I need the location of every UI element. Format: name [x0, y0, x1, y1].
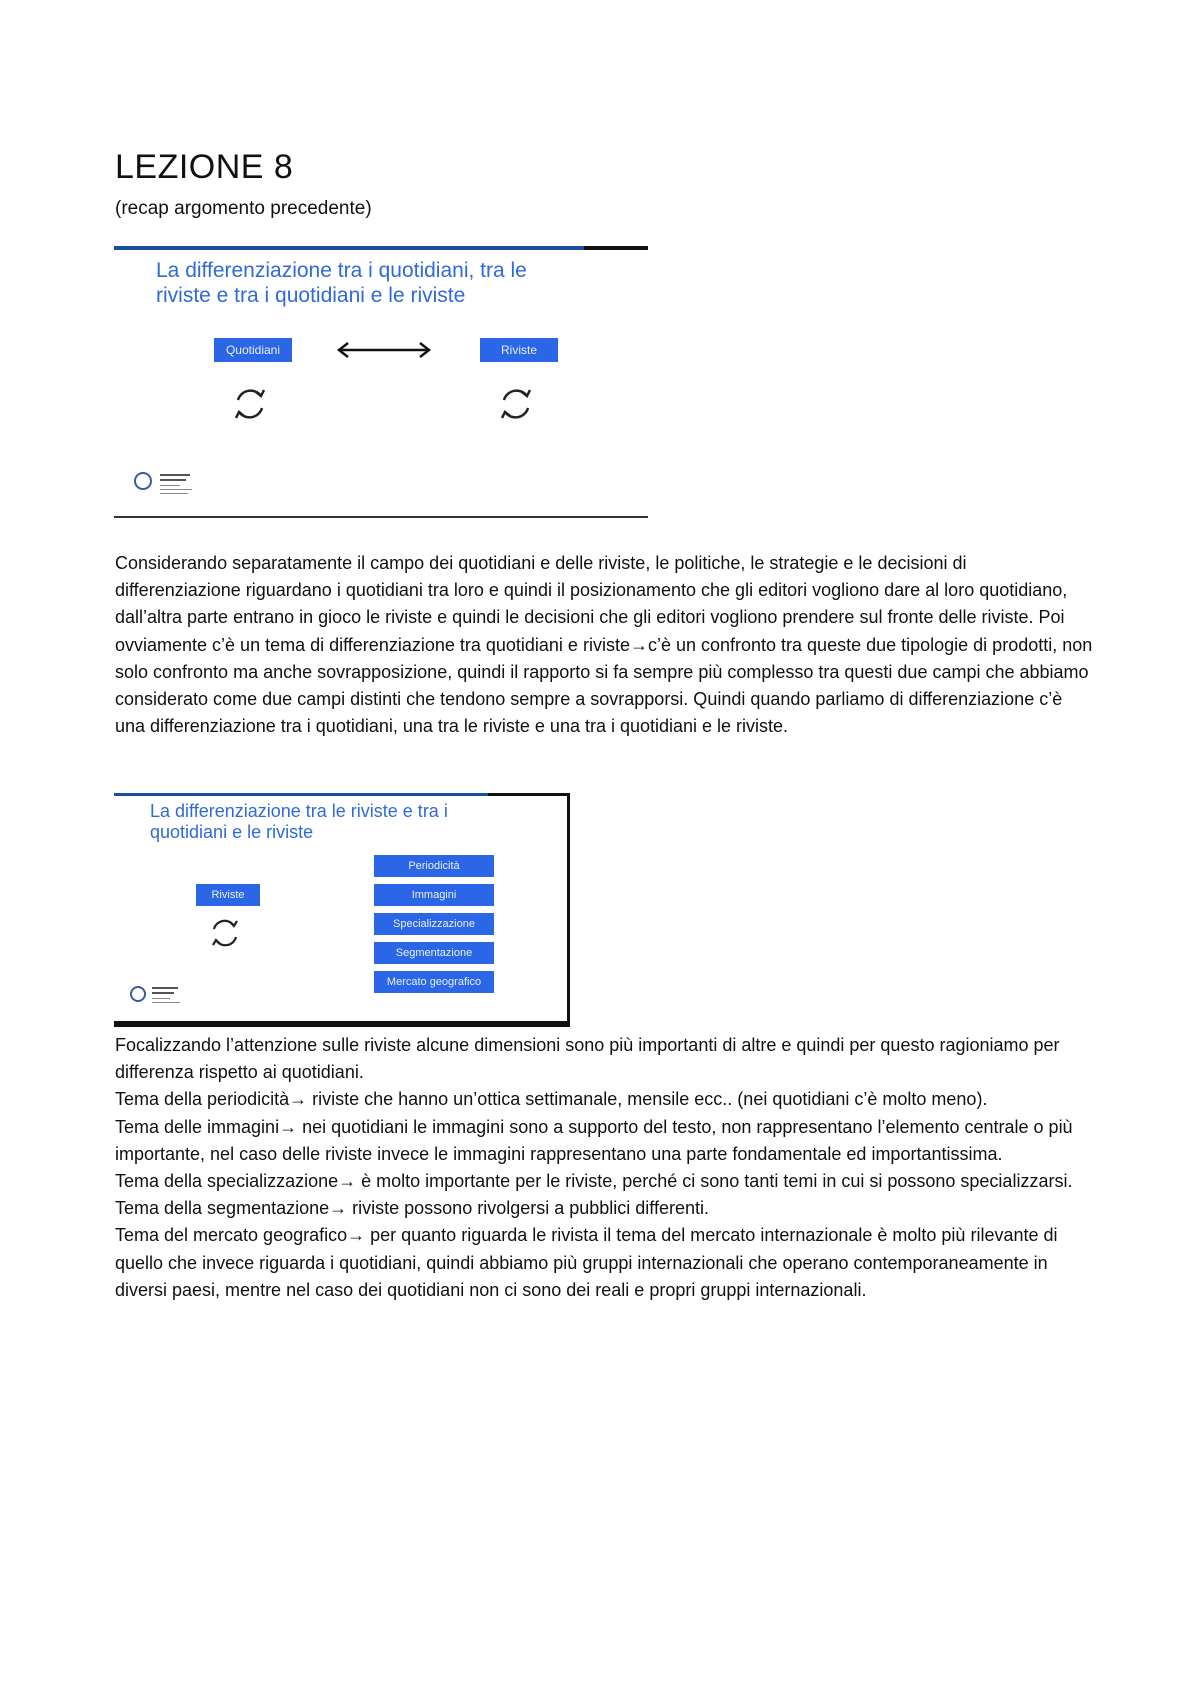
- refresh-cycle-icon: [208, 916, 242, 950]
- slide-title: [156, 258, 527, 308]
- item-text: nei quotidiani le immagini sono a supporto del testo, non rappresentano l’elemento centrale o più importante, nel caso delle riviste invece le immagini rappresentano una parte fondamentale ed importantissima.: [115, 1116, 1073, 1164]
- paragraph-part: Considerando separatamente il campo dei quotidiani e delle riviste, le politiche, le strategie e le decisioni di differenziazione riguardano i quotidiani tra loro e quindi il posizionamento che gli editori vogliono dare al loro quotidiano, dall’altra parte entrano in gioco le riviste e quindi le decisioni che gli editori vogliono prendere sul fronte delle riviste. Poi ovviamente c’è un tema di differenziazione tra quotidiani e riviste: [115, 553, 1068, 655]
- university-logo-icon: [130, 986, 190, 1006]
- list-item: [115, 1222, 1095, 1304]
- dimension-box: Periodicità: [374, 855, 494, 877]
- item-text: è molto importante per le riviste, perché ci sono tanti temi in cui si possono specializzarsi.: [356, 1171, 1073, 1192]
- slide-top-bar: [114, 246, 648, 250]
- list-item: [115, 1114, 1095, 1168]
- item-head: Tema della periodicità: [115, 1089, 290, 1110]
- item-head: Tema delle immagini: [115, 1116, 280, 1137]
- dimension-box: Specializzazione: [374, 913, 494, 935]
- slide-image-2: [114, 793, 570, 1027]
- right-arrow-icon: →: [629, 634, 648, 655]
- paragraph-differenziazione: [115, 550, 1095, 740]
- slide-image-1: [114, 246, 648, 518]
- university-logo-icon: [134, 472, 204, 496]
- dimension-box: Mercato geografico: [374, 971, 494, 993]
- slide-title: [150, 801, 448, 843]
- list-item: [115, 1195, 1095, 1222]
- right-arrow-icon: →: [279, 1116, 298, 1137]
- refresh-cycle-icon: [496, 384, 536, 424]
- double-arrow-icon: [334, 340, 434, 360]
- item-head: Tema della specializzazione: [115, 1171, 339, 1192]
- right-arrow-icon: →: [289, 1089, 308, 1110]
- slide-title-line: riviste e tra i quotidiani e le riviste: [156, 284, 466, 307]
- item-text: riviste possono rivolgersi a pubblici differenti.: [347, 1198, 709, 1219]
- slide-bottom-bar: [114, 516, 648, 518]
- list-item: [115, 1168, 1095, 1195]
- dimension-box: Segmentazione: [374, 942, 494, 964]
- item-text: per quanto riguarda le rivista il tema del mercato internazionale è molto più rilevante di quello che invece riguarda i quotidiani, quindi abbiamo più gruppi internazionali che operano contemporaneamente in diversi paesi, mentre nel caso dei quotidiani non ci sono dei reali e propri gruppi internazionali.: [115, 1225, 1058, 1300]
- slide-title-line: quotidiani e le riviste: [150, 822, 314, 842]
- item-text: riviste che hanno un’ottica settimanale, mensile ecc.. (nei quotidiani c’è molto meno).: [307, 1089, 988, 1110]
- paragraph-part: c’è un confronto tra queste due tipologie di prodotti, non solo confronto ma anche sovrapposizione, quindi il rapporto si fa sempre più complesso tra questi due campi che abbiamo considerato come due campi distinti che tendono sempre a sovrapporsi. Quindi quando parliamo di differenziazione c’è una differenziazione tra i quotidiani, una tra le riviste e una tra i quotidiani e le riviste.: [115, 634, 1093, 737]
- paragraph-dimensioni: [115, 1032, 1095, 1304]
- slide-title-line: La differenziazione tra le riviste e tra i: [150, 801, 448, 821]
- page-title: LEZIONE 8: [115, 148, 294, 186]
- list-item: [115, 1086, 1095, 1113]
- quotidiani-box: Quotidiani: [214, 338, 292, 362]
- paragraph-intro: Focalizzando l’attenzione sulle riviste alcune dimensioni sono più importanti di altre e quindi per questo ragioniamo per differenza rispetto ai quotidiani.: [115, 1035, 1060, 1083]
- riviste-box: Riviste: [480, 338, 558, 362]
- right-arrow-icon: →: [338, 1171, 357, 1192]
- right-arrow-icon: →: [329, 1198, 348, 1219]
- item-head: Tema della segmentazione: [115, 1198, 330, 1219]
- page-subtitle: (recap argomento precedente): [115, 198, 372, 219]
- riviste-box: Riviste: [196, 884, 260, 906]
- refresh-cycle-icon: [230, 384, 270, 424]
- slide-bottom-bar: [114, 1021, 570, 1027]
- right-arrow-icon: →: [347, 1225, 366, 1246]
- slide-title-line: La differenziazione tra i quotidiani, tra le: [156, 259, 527, 282]
- paragraph-text: [115, 550, 1095, 740]
- slide-top-bar: [114, 793, 570, 796]
- dimension-box: Immagini: [374, 884, 494, 906]
- slide-right-bar: [567, 793, 570, 1027]
- item-head: Tema del mercato geografico: [115, 1225, 348, 1246]
